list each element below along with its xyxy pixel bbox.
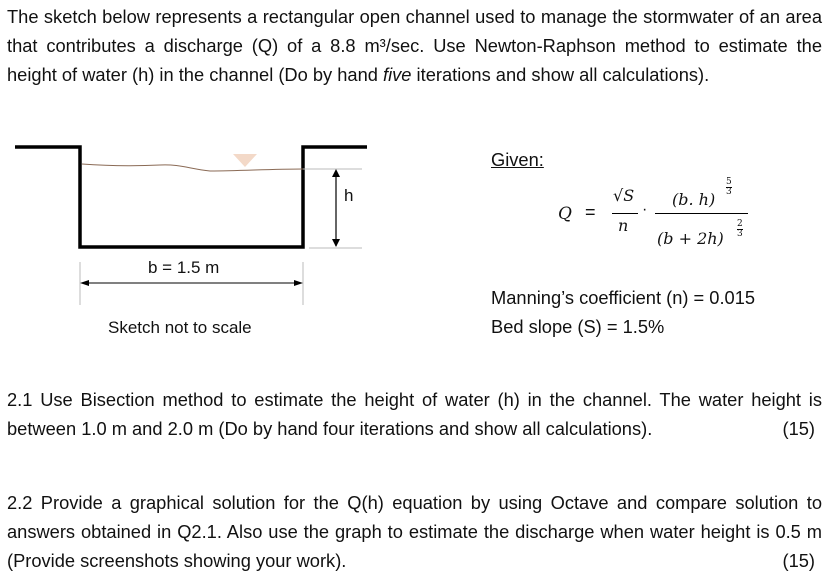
question-2-1-text: 2.1 Use Bisection method to estimate the height of water (h) in the channel. The water height is between 1.0 m and 2.0 m (Do by hand four iterations and show all calculations). (7, 389, 822, 439)
width-label: b = 1.5 m (148, 258, 220, 277)
sketch-caption: Sketch not to scale (108, 318, 252, 337)
formula-numerator: (b. h) (672, 190, 716, 209)
exp-top: 5 (726, 177, 732, 187)
den-exponent (737, 220, 743, 239)
question-2-1-marks: (15) (782, 418, 815, 439)
question-2-2 (7, 488, 822, 575)
formula-n: n (618, 216, 629, 235)
intro-italic: five (383, 64, 412, 85)
question-2-1 (7, 385, 822, 443)
arrow-right-icon (294, 280, 303, 286)
manning-coefficient: Manning’s coefficient (n) = 0.015 (491, 287, 756, 308)
formula-dot: · (642, 201, 648, 218)
exp-bottom: 3 (737, 229, 743, 239)
formula-q: Q (558, 204, 572, 224)
height-label: h (344, 186, 354, 205)
arrow-left-icon (80, 280, 89, 286)
exp-top: 2 (737, 219, 743, 229)
bed-slope: Bed slope (S) = 1.5% (491, 316, 665, 337)
question-2-2-text: 2.2 Provide a graphical solution for the Q(h) equation by using Octave and compare solution to answers obtained in Q2.1. Also use the graph to estimate the discharge when water height is 0.5 m (Provide screenshots showing your work). (7, 492, 822, 571)
intro-text-end: iterations and show all calculations). (411, 64, 710, 85)
intro-text: The sketch below represents a rectangular open channel used to manage the stormwater of an area that contributes a discharge (Q) of a 8.8 m³/sec. Use Newton-Raphson method to estimate the height of water (h) in the channel (Do by hand (7, 6, 822, 85)
water-level-triangle-icon (233, 154, 257, 167)
fraction-bar (655, 213, 748, 214)
formula-equals: = (585, 202, 596, 222)
num-exponent (726, 178, 732, 197)
water-surface (82, 164, 303, 171)
channel-outline (15, 147, 367, 247)
arrow-down-icon (332, 239, 340, 247)
question-2-2-marks: (15) (782, 550, 815, 571)
formula-denominator: (b + 2h) (657, 229, 724, 248)
formula-sqrt-s: √S (613, 186, 635, 205)
arrow-up-icon (332, 169, 340, 177)
fraction-bar (612, 213, 638, 214)
given-heading: Given: (491, 149, 544, 170)
exp-bottom: 3 (726, 187, 732, 197)
